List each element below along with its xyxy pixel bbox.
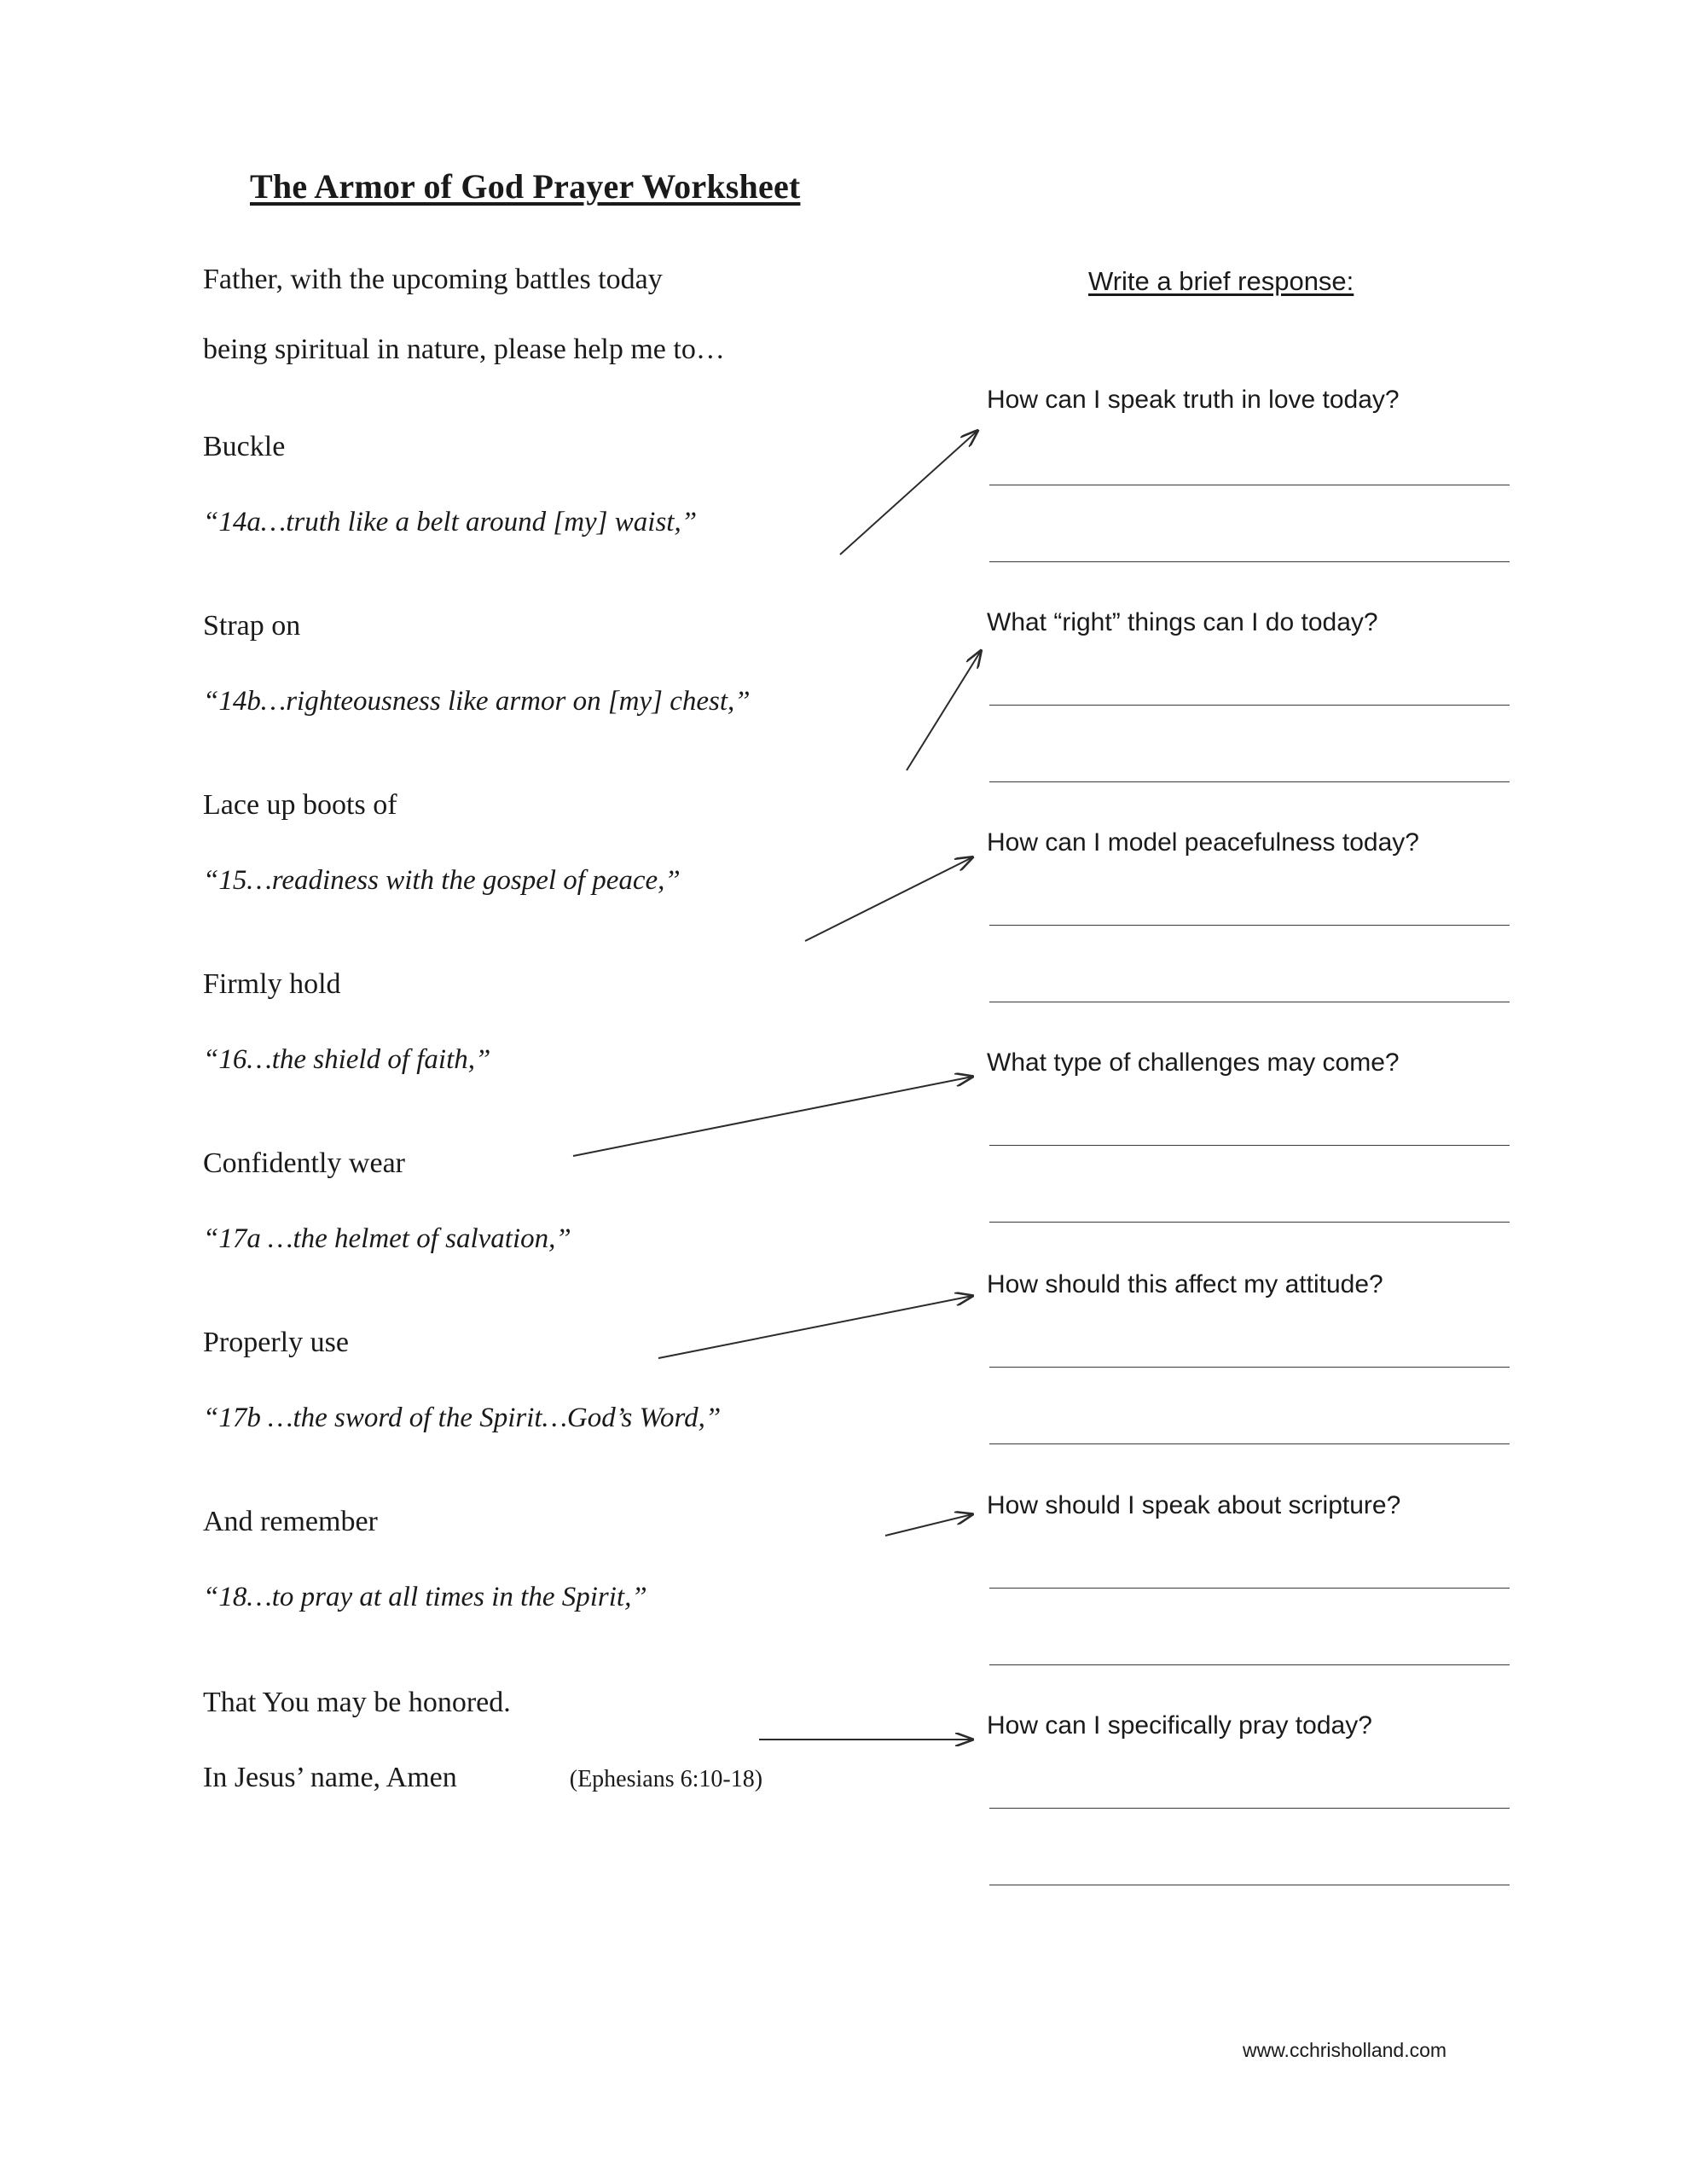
armor-piece-strap-on bbox=[203, 610, 971, 717]
response-column-heading: Write a brief response: bbox=[1088, 266, 1354, 296]
intro-line-2: being spiritual in nature, please help me to… bbox=[203, 333, 725, 365]
question-7: How can I specifically pray today? bbox=[987, 1711, 1372, 1740]
answer-line-6b[interactable] bbox=[989, 1664, 1510, 1665]
intro-line-1: Father, with the upcoming battles today bbox=[203, 264, 663, 295]
closing-line-1: That You may be honored. bbox=[203, 1687, 511, 1719]
armor-action-label: Strap on bbox=[203, 610, 301, 642]
prayer-column bbox=[203, 264, 971, 1794]
armor-piece-boots bbox=[203, 789, 971, 897]
closing-row bbox=[203, 1762, 971, 1794]
armor-verse-text: “14b…righteousness like armor on [my] chest,” bbox=[203, 686, 751, 717]
armor-verse-text: “18…to pray at all times in the Spirit,” bbox=[203, 1582, 647, 1613]
armor-action-label: Properly use bbox=[203, 1327, 349, 1359]
answer-line-6a[interactable] bbox=[989, 1588, 1510, 1589]
armor-piece-sword bbox=[203, 1327, 971, 1434]
question-5: How should this affect my attitude? bbox=[987, 1270, 1383, 1298]
answer-line-1b[interactable] bbox=[989, 561, 1510, 562]
page-title: The Armor of God Prayer Worksheet bbox=[250, 166, 801, 206]
scripture-reference: (Ephesians 6:10-18) bbox=[569, 1766, 763, 1793]
question-4: What type of challenges may come? bbox=[987, 1048, 1400, 1077]
armor-verse-text: “17a …the helmet of salvation,” bbox=[203, 1223, 571, 1255]
question-1: How can I speak truth in love today? bbox=[987, 386, 1400, 414]
armor-piece-buckle bbox=[203, 431, 971, 538]
footer-website: www.cchrisholland.com bbox=[1243, 2039, 1447, 2061]
answer-line-2a[interactable] bbox=[989, 705, 1510, 706]
armor-action-label: Confidently wear bbox=[203, 1147, 405, 1180]
armor-verse-text: “14a…truth like a belt around [my] waist,” bbox=[203, 507, 698, 538]
answer-line-7a[interactable] bbox=[989, 1808, 1510, 1809]
armor-action-label: And remember bbox=[203, 1506, 378, 1538]
armor-verse-text: “15…readiness with the gospel of peace,” bbox=[203, 865, 681, 897]
answer-line-5b[interactable] bbox=[989, 1443, 1510, 1444]
armor-action-label: Buckle bbox=[203, 431, 286, 463]
question-2: What “right” things can I do today? bbox=[987, 608, 1378, 636]
answer-line-5a[interactable] bbox=[989, 1367, 1510, 1368]
question-3: How can I model peacefulness today? bbox=[987, 828, 1419, 857]
answer-line-2b[interactable] bbox=[989, 781, 1510, 782]
armor-verse-text: “17b …the sword of the Spirit…God’s Word,” bbox=[203, 1403, 722, 1434]
armor-piece-helmet bbox=[203, 1147, 971, 1255]
armor-verse-text: “16…the shield of faith,” bbox=[203, 1044, 491, 1076]
answer-line-4a[interactable] bbox=[989, 1145, 1510, 1146]
question-6: How should I speak about scripture? bbox=[987, 1491, 1401, 1519]
answer-line-4b[interactable] bbox=[989, 1222, 1510, 1223]
closing-line-2: In Jesus’ name, Amen bbox=[203, 1762, 457, 1794]
armor-piece-pray bbox=[203, 1506, 971, 1613]
armor-piece-shield bbox=[203, 968, 971, 1076]
answer-line-3a[interactable] bbox=[989, 925, 1510, 926]
armor-action-label: Lace up boots of bbox=[203, 789, 397, 822]
armor-action-label: Firmly hold bbox=[203, 968, 341, 1001]
